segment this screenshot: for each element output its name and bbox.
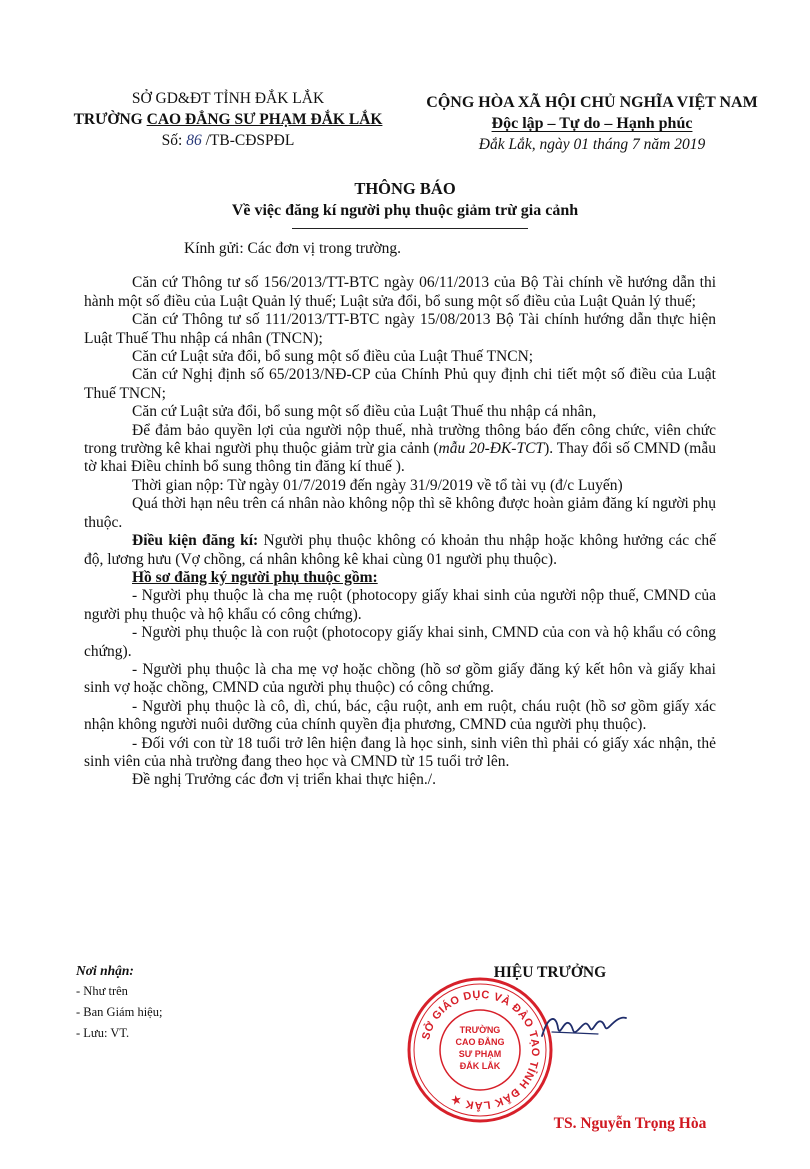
svg-text:SỞ GIÁO DỤC VÀ ĐÀO TẠO TỈNH ĐẮ: SỞ GIÁO DỤC VÀ ĐÀO TẠO TỈNH ĐẮK LẮK ★ bbox=[420, 988, 542, 1112]
org-prefix: TRƯỜNG bbox=[73, 111, 147, 128]
svg-text:ĐẮK LẮK: ĐẮK LẮK bbox=[459, 1061, 501, 1071]
subtitle-rule bbox=[292, 228, 528, 229]
basis-4: Căn cứ Nghị định số 65/2013/NĐ-CP của Chính Phủ quy định chi tiết một số điều của Luật Thuế TNCN; bbox=[84, 366, 716, 402]
closing: Đề nghị Trưởng các đơn vị triển khai thực hiện./. bbox=[132, 771, 436, 789]
deadline: Thời gian nộp: Từ ngày 01/7/2019 đến ngày 31/9/2019 về tổ tài vụ (đ/c Luyến) bbox=[132, 476, 623, 494]
condition-label: Điều kiện đăng kí: bbox=[132, 532, 259, 550]
doc-body bbox=[84, 240, 716, 790]
warning: Quá thời hạn nêu trên cá nhân nào không nộp thì sẽ không được hoàn giảm đăng kí người phụ thuộc. bbox=[84, 495, 716, 531]
doc-title: THÔNG BÁO bbox=[354, 179, 456, 198]
recipient-item: - Ban Giám hiệu; bbox=[76, 1005, 163, 1019]
doc-number-suffix: /TB-CĐSPĐL bbox=[201, 132, 295, 149]
date-place: Đắk Lắk, ngày 01 tháng 7 năm 2019 bbox=[478, 136, 706, 153]
header-nation bbox=[412, 92, 772, 156]
greeting: Kính gửi: Các đơn vị trong trường. bbox=[184, 240, 402, 257]
condition-paragraph bbox=[84, 532, 716, 569]
header-organization bbox=[48, 88, 408, 152]
nation-name: CỘNG HÒA XÃ HỘI CHỦ NGHĨA VIỆT NAM bbox=[426, 94, 758, 111]
notice-text-1: Để đảm bảo quyền lợi của người nộp thuế, nhà trường thông báo đến công chức, viên chức trong trường kê khai người phụ thuộc giảm trừ gia cảnh ( bbox=[84, 421, 716, 458]
recipient-item: - Như trên bbox=[76, 984, 128, 998]
svg-text:SƯ PHẠM: SƯ PHẠM bbox=[458, 1049, 502, 1059]
notice-text-2: ). Thay đổi số CMND (mẫu tờ khai Điều chỉnh bổ sung thông tin đăng kí thuế ). bbox=[84, 440, 716, 476]
doc-number-handwritten: 86 bbox=[186, 132, 202, 149]
nation-motto: Độc lập – Tự do – Hạnh phúc bbox=[491, 115, 693, 132]
signer-title: HIỆU TRƯỞNG bbox=[493, 964, 607, 981]
dossier-item-1: - Người phụ thuộc là cha mẹ ruột (photocopy giấy khai sinh của người nộp thuế, CMND của người phụ thuộc và hộ khẩu có công chứng). bbox=[84, 587, 716, 623]
signer-name: TS. Nguyễn Trọng Hòa bbox=[553, 1115, 707, 1132]
dossier-heading-text: Hồ sơ đăng ký người phụ thuộc gồm: bbox=[132, 568, 378, 586]
recipient-item: - Lưu: VT. bbox=[76, 1026, 130, 1040]
svg-text:CAO ĐẲNG: CAO ĐẲNG bbox=[455, 1037, 505, 1047]
org-department: SỞ GD&ĐT TỈNH ĐẮK LẮK bbox=[131, 90, 325, 107]
basis-1: Căn cứ Thông tư số 156/2013/TT-BTC ngày 06/11/2013 của Bộ Tài chính về hướng dẫn thi hành một số điều của Luật Quản lý thuế; Luật sửa đổi, bổ sung một số điều của Luật Quản lý thuế; bbox=[84, 274, 716, 310]
dossier-item-5: - Đối với con từ 18 tuổi trở lên hiện đang là học sinh, sinh viên thì phải có giấy xác nhận, thẻ sinh viên của nhà trường đang theo học và CMND từ 15 tuổi trở lên. bbox=[84, 734, 716, 770]
recipients-title: Nơi nhận: bbox=[76, 963, 134, 978]
dossier-item-4: - Người phụ thuộc là cô, dì, chú, bác, cậu ruột, anh em ruột, cháu ruột (hồ sơ gồm giấy xác nhận không người nuôi dưỡng của chính quyền địa phương, CMND của người phụ thuộc). bbox=[84, 697, 716, 734]
doc-number bbox=[48, 130, 408, 152]
condition-text: Người phụ thuộc không có khoản thu nhập hoặc không hưởng các chế độ, lương hưu (Vợ chồng, cá nhân không kê khai cùng 01 người phụ thuộc). bbox=[84, 532, 716, 568]
official-seal-icon bbox=[405, 975, 555, 1125]
signature-icon bbox=[538, 1006, 630, 1046]
basis-5: Căn cứ Luật sửa đổi, bổ sung một số điều của Luật Thuế thu nhập cá nhân, bbox=[132, 403, 597, 421]
recipients bbox=[76, 960, 376, 1044]
doc-number-label: Số: bbox=[161, 132, 187, 149]
dossier-item-3: - Người phụ thuộc là cha mẹ vợ hoặc chồng (hồ sơ gồm giấy đăng ký kết hôn và giấy khai sinh vợ hoặc chồng, CMND của người phụ thuộc) có công chứng. bbox=[84, 660, 716, 697]
org-school bbox=[48, 109, 408, 130]
doc-subtitle: Về việc đăng kí người phụ thuộc giảm trừ gia cảnh bbox=[231, 202, 579, 219]
dossier-item-2: - Người phụ thuộc là con ruột (photocopy giấy khai sinh, CMND của con và hộ khẩu có công chứng). bbox=[84, 624, 716, 660]
form-code: mẫu 20-ĐK-TCT bbox=[438, 440, 545, 458]
org-name: CAO ĐẲNG SƯ PHẠM ĐẮK LẮK bbox=[146, 111, 383, 128]
basis-3: Căn cứ Luật sửa đổi, bổ sung một số điều của Luật Thuế TNCN; bbox=[132, 348, 534, 366]
basis-2: Căn cứ Thông tư số 111/2013/TT-BTC ngày 15/08/2013 Bộ Tài chính hướng dẫn thực hiện Luật Thuế Thu nhập cá nhân (TNCN); bbox=[84, 311, 716, 347]
svg-text:TRƯỜNG: TRƯỜNG bbox=[459, 1025, 501, 1035]
notice-paragraph bbox=[84, 422, 716, 477]
dossier-heading bbox=[84, 569, 716, 587]
